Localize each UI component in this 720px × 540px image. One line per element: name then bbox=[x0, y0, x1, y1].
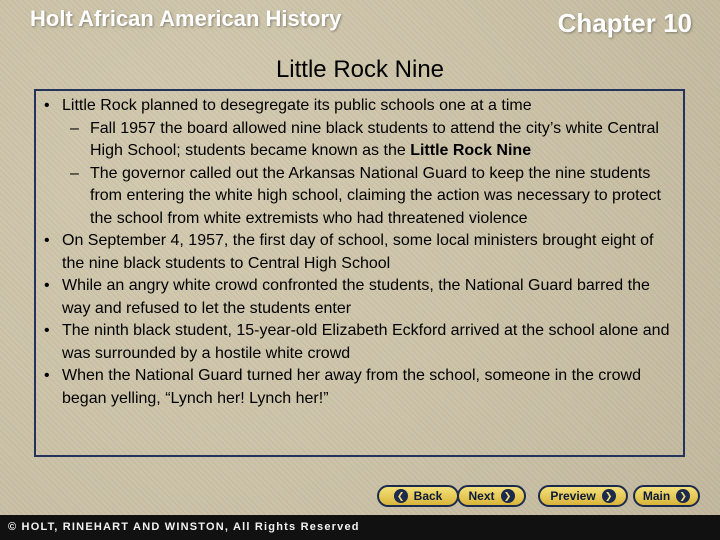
footer-bar bbox=[0, 515, 720, 540]
chapter-label: Chapter 10 bbox=[557, 8, 692, 38]
copyright-text: © HOLT, RINEHART AND WINSTON, All Rights Reserved bbox=[8, 521, 360, 533]
chevron-right-icon: ❯ bbox=[501, 489, 515, 503]
bullet-item bbox=[44, 365, 675, 410]
chevron-right-icon: ❯ bbox=[602, 489, 616, 503]
sub-bullet-item bbox=[44, 163, 675, 231]
bullet-marker: • bbox=[44, 232, 50, 249]
next-button-label: Next bbox=[468, 489, 495, 503]
bullet-text: When the National Guard turned her away from the school, someone in the crowd began yelling, “Lynch her! Lynch her!” bbox=[62, 367, 641, 407]
bullet-text: The ninth black student, 15-year-old Elizabeth Eckford arrived at the school alone and was surrounded by a hostile white crowd bbox=[62, 322, 670, 362]
next-button[interactable] bbox=[457, 485, 526, 507]
bullet-text: While an angry white crowd confronted the students, the National Guard barred the way and refused to let the students enter bbox=[62, 277, 650, 317]
main-button[interactable] bbox=[633, 485, 700, 507]
bullet-marker: • bbox=[44, 322, 50, 339]
sub-bullet-item bbox=[44, 118, 675, 163]
bullet-marker: • bbox=[44, 277, 50, 294]
preview-button[interactable] bbox=[538, 485, 628, 507]
chevron-left-icon: ❮ bbox=[394, 489, 408, 503]
chevron-right-icon: ❯ bbox=[676, 489, 690, 503]
slide-title: Little Rock Nine bbox=[275, 56, 445, 83]
app-title: Holt African American History bbox=[30, 6, 342, 31]
bullet-marker: • bbox=[44, 97, 50, 114]
bullet-text: On September 4, 1957, the first day of school, some local ministers brought eight of the nine black students to Central High School bbox=[62, 232, 654, 272]
bullet-item bbox=[44, 95, 675, 118]
sub-bullet-marker: – bbox=[70, 119, 79, 137]
navigation-bar bbox=[0, 482, 720, 512]
sub-bullet-text: The governor called out the Arkansas National Guard to keep the nine students from entering the white high school, claiming the action was necessary to protect the school from white extremists who had threatened violence bbox=[90, 164, 661, 227]
sub-bullet-text: Fall 1957 the board allowed nine black students to attend the city’s white Central High School; students became known as the Little Rock Nine bbox=[90, 119, 659, 159]
bullet-item bbox=[44, 275, 675, 320]
main-button-label: Main bbox=[642, 489, 671, 503]
bullet-text: Little Rock planned to desegregate its public schools one at a time bbox=[62, 97, 532, 114]
bullet-item bbox=[44, 230, 675, 275]
back-button[interactable] bbox=[377, 485, 459, 507]
bullet-item bbox=[44, 320, 675, 365]
preview-button-label: Preview bbox=[550, 489, 596, 503]
back-button-label: Back bbox=[413, 489, 443, 503]
content-box bbox=[34, 89, 685, 457]
bullet-marker: • bbox=[44, 367, 50, 384]
sub-bullet-marker: – bbox=[70, 164, 79, 182]
highlight-term: Little Rock Nine bbox=[410, 142, 532, 159]
